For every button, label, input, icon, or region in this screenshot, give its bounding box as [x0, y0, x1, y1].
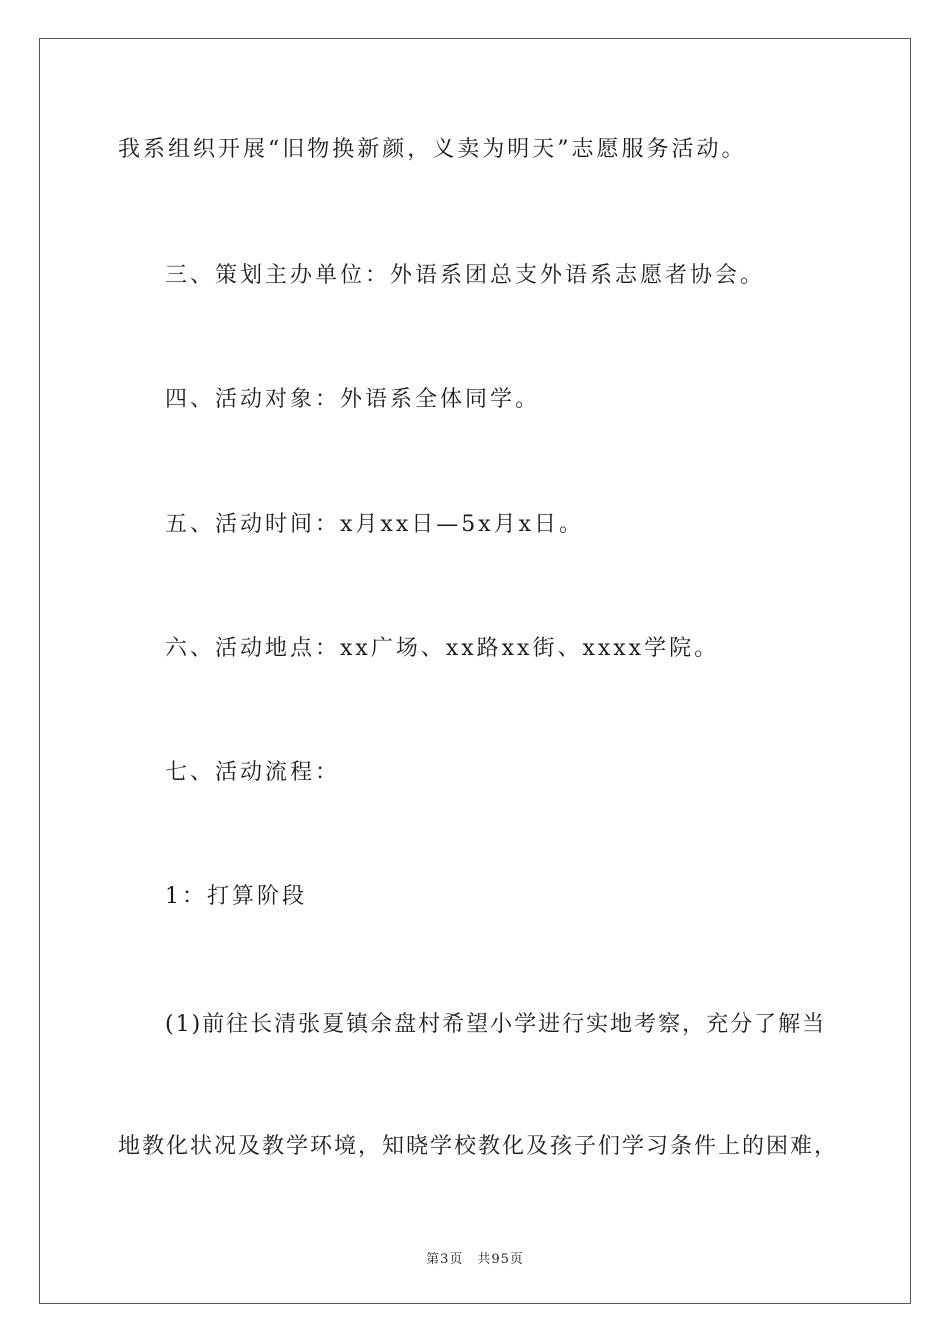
page-total: 共95页 — [477, 1252, 524, 1267]
paragraph-line-organizer: 三、策划主办单位：外语系团总支外语系志愿者协会。 — [165, 263, 766, 288]
page-footer — [0, 1248, 950, 1267]
paragraph-line-audience: 四、活动对象：外语系全体同学。 — [165, 387, 541, 412]
page-frame — [39, 38, 911, 1304]
paragraph-line-step-one-cont: 地教化状况及教学环境，知晓学校教化及孩子们学习条件上的困难， — [118, 1134, 839, 1159]
paragraph-line-intro: 我系组织开展“旧物换新颜，义卖为明天”志愿服务活动。 — [118, 137, 747, 162]
paragraph-line-stage-one: 1：打算阶段 — [165, 884, 307, 909]
paragraph-line-process-heading: 七、活动流程： — [165, 760, 341, 785]
paragraph-line-step-one: (1)前往长清张夏镇余盘村希望小学进行实地考察，充分了解当 — [165, 1012, 827, 1037]
paragraph-line-time: 五、活动时间：x月xx日—5x月x日。 — [165, 512, 585, 537]
paragraph-line-location: 六、活动地点：xx广场、xx路xx街、xxxx学院。 — [165, 636, 720, 661]
page-number: 第3页 — [426, 1252, 464, 1267]
